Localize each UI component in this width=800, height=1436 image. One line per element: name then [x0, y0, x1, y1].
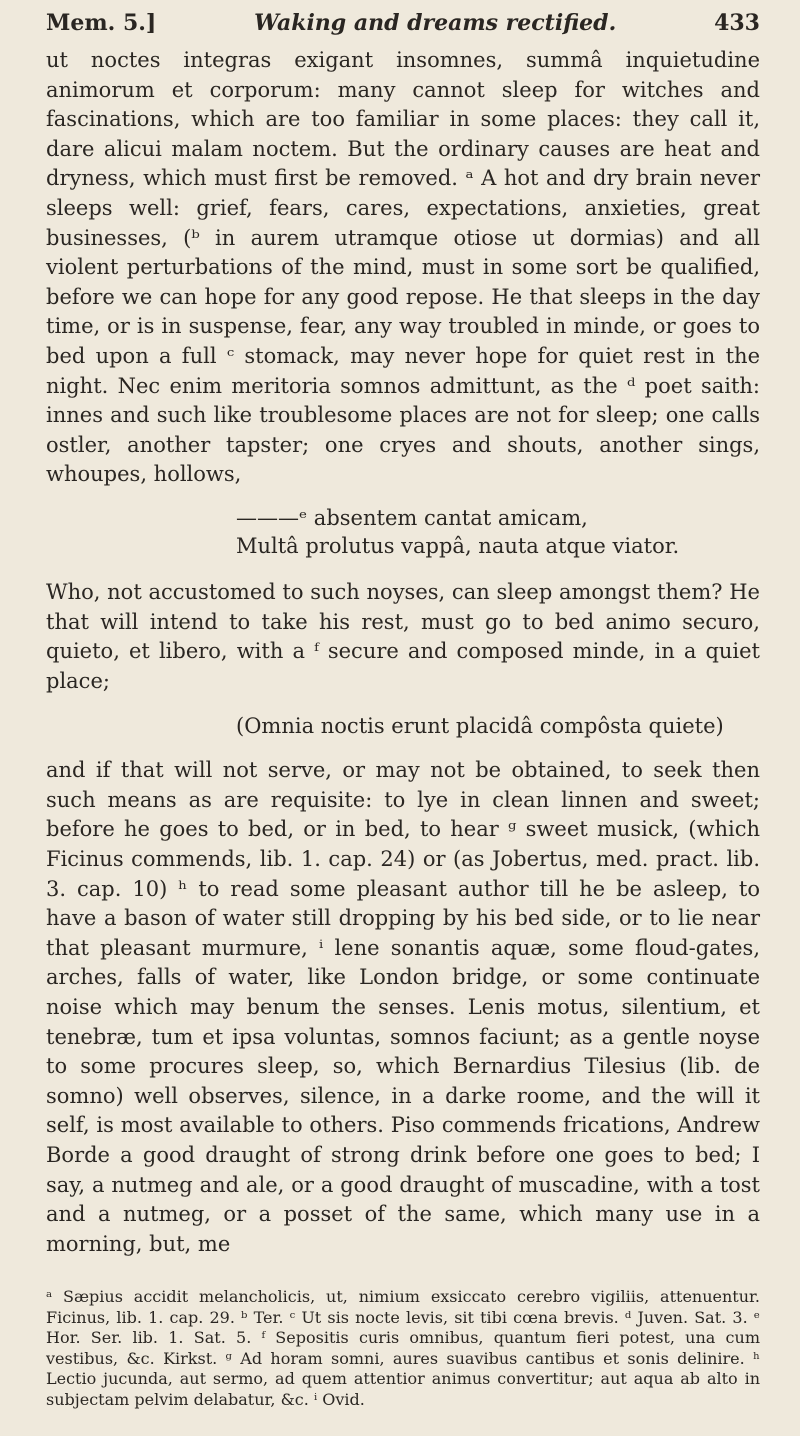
- verse-quote: [236, 504, 760, 560]
- section-marker: Mem. 5.]: [46, 10, 157, 36]
- paragraph-2: Who, not accustomed to such noyses, can sleep amongst them? He that will intend to take his rest, must go to bed animo securo, quieto, et libero, with a ᶠ secure and composed minde, in a quiet place;: [46, 579, 760, 693]
- verse-quote-2: (Omnia noctis erunt placidâ compôsta quiete): [236, 714, 724, 739]
- footnotes: [46, 1287, 760, 1410]
- page-header: [46, 10, 760, 36]
- footnotes-text: ᵃ Sæpius accidit melancholicis, ut, nimium exsiccato cerebro vigiliis, attenuentur. Ficinus, lib. 1. cap. 29. ᵇ Ter. ᶜ Ut sis nocte levis, sit tibi cœna brevis. ᵈ Juven. Sat. 3. ᵉ Hor. Ser. lib. 1. Sat. 5. ᶠ Sepositis curis omnibus, quantum fieri potest, una cum vestibus, &c. Kirkst. ᵍ Ad horam somni, aures suavibus cantibus et sonis delinire. ʰ Lectio jucunda, aut sermo, ad quem attentior animus convertitur; aut aqua ab alto in subjectam pelvim delabatur, &c. ⁱ Ovid.: [46, 1287, 760, 1409]
- running-title: Waking and dreams rectified.: [254, 10, 617, 36]
- verse-line-2: Multâ prolutus vappâ, nauta atque viator.: [236, 533, 680, 558]
- verse-line-1: ———ᵉ absentem cantat amicam,: [236, 505, 588, 530]
- page-number: 433: [714, 10, 760, 36]
- paragraph-1: ut noctes integras exigant insomnes, summâ inquietudine animorum et corporum: many cannot sleep for witches and fascinations, which are too familiar in some places: they call it, dare alicui malam noctem. But the ordinary causes are heat and dryness, which must first be removed. ᵃ A hot and dry brain never sleeps well: grief, fears, cares, expectations, anxieties, great businesses, (ᵇ in aurem utramque otiose ut dormias) and all violent perturbations of the mind, must in some sort be qualified, before we can hope for any good repose. He that sleeps in the day time, or is in suspense, fear, any way troubled in minde, or goes to bed upon a full ᶜ stomack, may never hope for quiet rest in the night. Nec enim meritoria somnos admittunt, as the ᵈ poet saith: innes and such like troublesome places are not for sleep; one calls ostler, another tapster; one cryes and shouts, another sings, whoupes, hollows,: [46, 48, 760, 487]
- paragraph-3: and if that will not serve, or may not be obtained, to seek then such means as are requisite: to lye in clean linnen and sweet; before he goes to bed, or in bed, to hear ᵍ sweet musick, (which Ficinus commends, lib. 1. cap. 24) or (as Jobertus, med. pract. lib. 3. cap. 10) ʰ to read some pleasant author till he be asleep, to have a bason of water still dropping by his bed side, or to lie near that pleasant murmure, ⁱ lene sonantis aquæ, some floud-gates, arches, falls of water, like London bridge, or some continuate noise which may benum the senses. Lenis motus, silentium, et tenebræ, tum et ipsa voluntas, somnos faciunt; as a gentle noyse to some procures sleep, so, which Bernardius Tilesius (lib. de somno) well observes, silence, in a darke roome, and the will it self, is most available to others. Piso commends frications, Andrew Borde a good draught of strong drink before one goes to bed; I say, a nutmeg and ale, or a good draught of muscadine, with a tost and a nutmeg, or a posset of the same, which many use in a morning, but, me: [46, 758, 760, 1256]
